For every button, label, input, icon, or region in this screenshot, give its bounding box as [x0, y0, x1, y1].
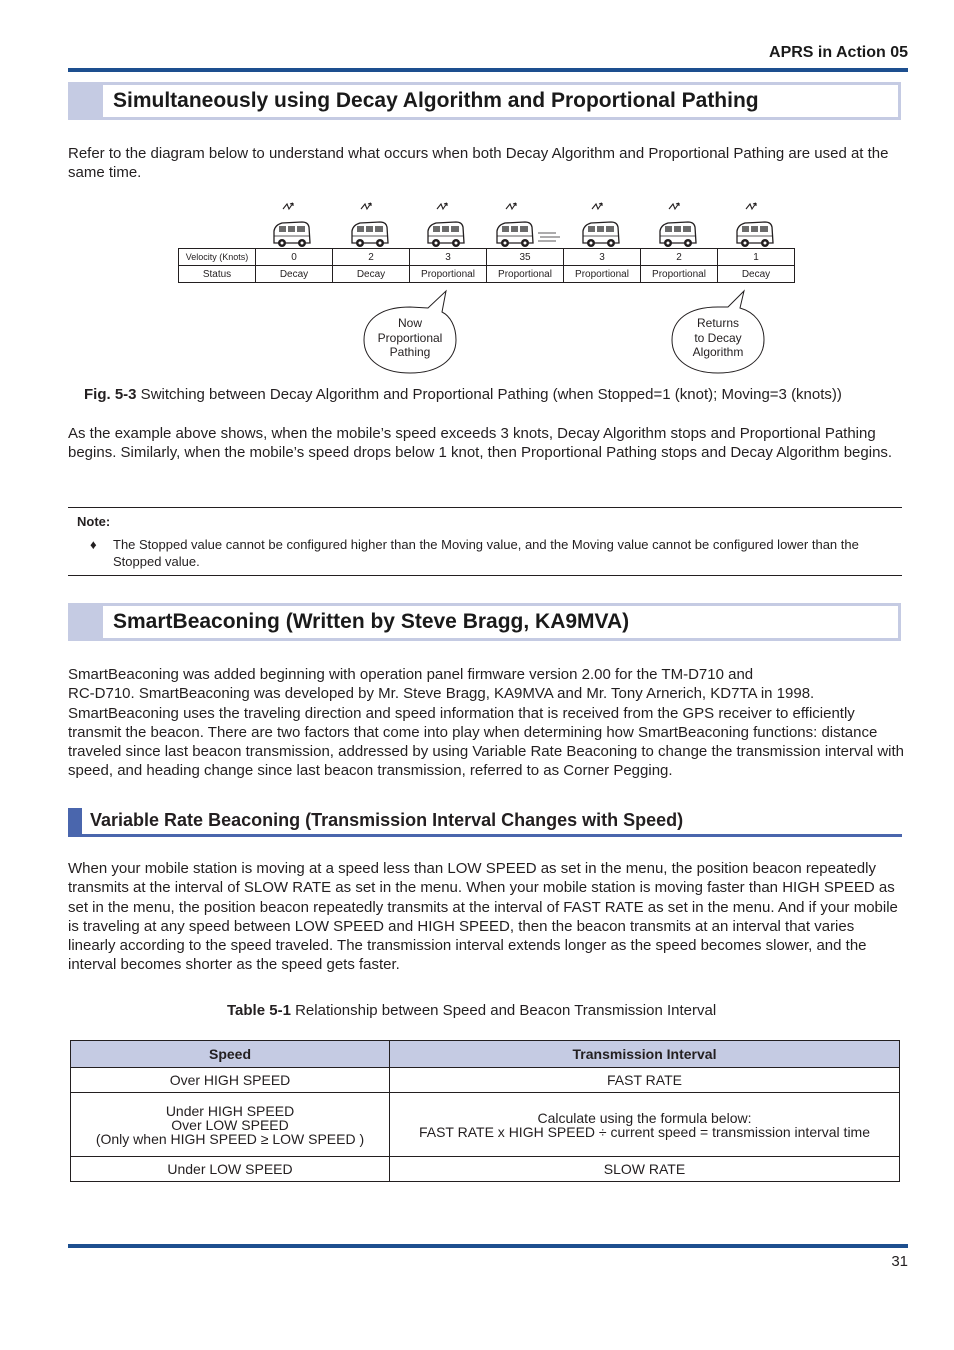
van-icon-6 [660, 203, 696, 247]
speed-line: Over LOW SPEED [171, 1116, 289, 1133]
speed-cell [71, 1093, 390, 1157]
explanation-paragraph: As the example above shows, when the mobile’s speed exceeds 3 knots, Decay Algorithm stops and Proportional Pathing begins. Similarly, when the mobile’s speed drops below 1 knot, then Proportional Pathing stops and Decay Algorithm begins. [68, 425, 893, 462]
interval-line: FAST RATE x HIGH SPEED ÷ current speed = transmission interval time [418, 1123, 871, 1140]
interval-cell [390, 1093, 900, 1157]
table-row [71, 1068, 900, 1093]
status-cell: Proportional [487, 266, 564, 283]
speed-lines-icon [538, 233, 560, 241]
velocity-label: Velocity (Knots) [179, 249, 256, 266]
header-interval: Transmission Interval [390, 1041, 900, 1068]
status-cell: Proportional [410, 266, 487, 283]
table-caption-text: Relationship between Speed and Beacon Transmission Interval [290, 1002, 717, 1019]
interval-cell: SLOW RATE [390, 1157, 900, 1182]
van-icon-1 [274, 203, 310, 247]
heading-bar [68, 808, 82, 834]
bubble-left-line: Now [397, 316, 422, 330]
velocity-status-table [178, 248, 795, 283]
section-title: SmartBeaconing (Written by Steve Bragg, KA9MVA) [113, 610, 630, 633]
status-cell: Decay [333, 266, 410, 283]
status-cell: Decay [718, 266, 795, 283]
speed-line: (Only when HIGH SPEED ≥ LOW SPEED ) [95, 1130, 365, 1147]
speed-cell: Under LOW SPEED [71, 1157, 390, 1182]
fig-5-3-diagram [0, 195, 954, 380]
velocity-cell: 35 [487, 249, 564, 266]
paragraph-rest: RC-D710. SmartBeaconing was developed by Mr. Steve Bragg, KA9MVA and Mr. Tony Arnerich, KD7TA in 1998. SmartBeaconing uses the traveling direction and speed information that is received from the GPS receiver to efficiently transmit the beacon. There are two factors that come into play when determining how SmartBeaconing functions: distance traveled since last beacon transmission, addressed by using Variable Rate Beaconing to change the transmission interval with speed, and heading change since last beacon transmission, referred to as Corner Pegging. [68, 685, 905, 780]
bubble-right-line: Algorithm [692, 345, 744, 359]
velocity-cell: 1 [718, 249, 795, 266]
van-icon-2 [352, 203, 388, 247]
subsection-heading [68, 808, 902, 837]
velocity-cell: 3 [410, 249, 487, 266]
section-banner-decay [68, 82, 901, 120]
status-cell: Proportional [564, 266, 641, 283]
note-bottom-rule [68, 575, 902, 576]
running-header: APRS in Action 05 [769, 44, 908, 61]
table-row [71, 1093, 900, 1157]
bubble-right-text [674, 316, 762, 360]
bubble-left-line: Pathing [389, 345, 431, 359]
velocity-cell: 2 [333, 249, 410, 266]
van-icon-5 [583, 203, 619, 247]
subsection-title: Variable Rate Beaconing (Transmission Interval Changes with Speed) [90, 810, 684, 830]
paragraph-line: SmartBeaconing was added beginning with operation panel firmware version 2.00 for the TM-D710 and [68, 666, 754, 683]
figure-caption-text: Switching between Decay Algorithm and Proportional Pathing (when Stopped=1 (knot); Moving=3 (knots)) [136, 386, 842, 403]
table-label: Table 5-1 [227, 1002, 291, 1019]
note-label: Note: [77, 514, 111, 529]
bubble-right-line: to Decay [694, 330, 742, 345]
velocity-cell: 2 [641, 249, 718, 266]
note-text: The Stopped value cannot be configured higher than the Moving value, and the Moving value cannot be configured lower than the Stopped value. [113, 537, 859, 569]
diamond-bullet-icon: ♦ [90, 537, 97, 552]
bubble-right-line: Returns [696, 316, 740, 330]
bubble-left-text [366, 316, 454, 360]
van-icon-7 [737, 203, 773, 247]
status-label: Status [179, 266, 256, 283]
speed-line: Under HIGH SPEED [165, 1102, 295, 1119]
footer-rule [68, 1244, 908, 1248]
table-caption [227, 1002, 716, 1019]
velocity-row [179, 249, 795, 266]
figure-caption [84, 386, 842, 403]
figure-label: Fig. 5-3 [84, 386, 137, 403]
speed-cell: Over HIGH SPEED [71, 1068, 390, 1093]
section-banner-smartbeaconing [68, 603, 901, 641]
table-row [71, 1157, 900, 1182]
van-icon-3 [428, 203, 464, 247]
smartbeaconing-paragraph [68, 665, 904, 781]
status-cell: Proportional [641, 266, 718, 283]
page-number: 31 [891, 1253, 908, 1270]
header-speed: Speed [71, 1041, 390, 1068]
diagram-graphics [0, 195, 954, 380]
section-title: Simultaneously using Decay Algorithm and Proportional Pathing [113, 89, 759, 112]
velocity-cell: 3 [564, 249, 641, 266]
variable-rate-paragraph: When your mobile station is moving at a speed less than LOW SPEED as set in the menu, the position beacon repeatedly transmits at the interval of SLOW RATE as set in the menu. When your mobile station is moving faster than HIGH SPEED as set in the menu, the position beacon repeatedly transmits at the interval of FAST RATE as set in the menu. And if your mobile is traveling at any speed between LOW SPEED and HIGH SPEED, then the beacon transmits at an interval that varies linearly according to the speed traveled. The transmission interval extends longer as the speed becomes slower, and the interval becomes shorter as the speed gets faster. [68, 860, 898, 974]
intro-paragraph: Refer to the diagram below to understand what occurs when both Decay Algorithm and Proportional Pathing are used at the same time. [68, 145, 889, 182]
velocity-cell: 0 [256, 249, 333, 266]
van-icon-4 [497, 203, 533, 247]
interval-line: Calculate using the formula below: [537, 1109, 752, 1126]
header-rule [68, 68, 908, 72]
speed-interval-table [70, 1040, 900, 1182]
table-header-row [71, 1041, 900, 1068]
note-top-rule [68, 507, 902, 508]
status-row [179, 266, 795, 283]
bubble-left-line: Proportional [377, 330, 443, 345]
status-cell: Decay [256, 266, 333, 283]
interval-cell: FAST RATE [390, 1068, 900, 1093]
